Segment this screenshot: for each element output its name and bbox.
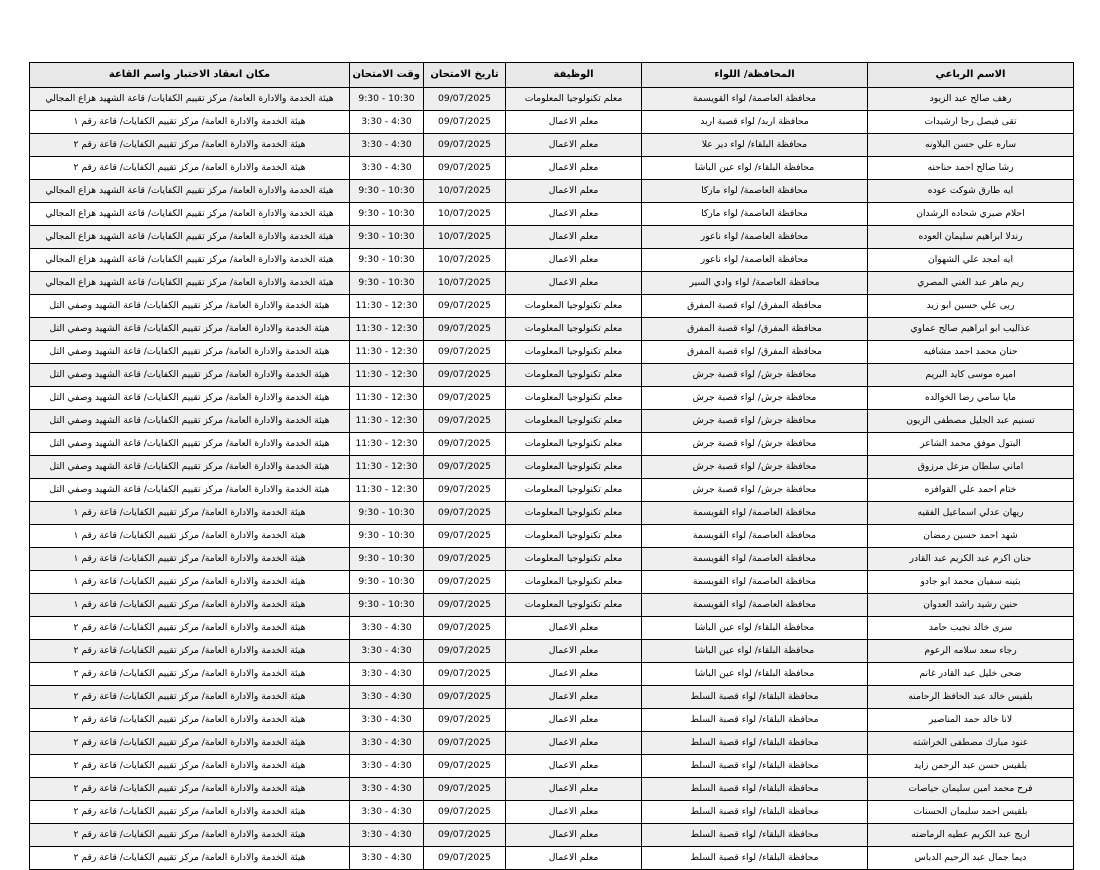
cell-place: هيئة الخدمة والادارة العامة/ مركز تقييم الكفايات/ قاعة رقم ١ (30, 594, 350, 617)
cell-place: هيئة الخدمة والادارة العامة/ مركز تقييم الكفايات/ قاعة الشهيد وصفي التل (30, 387, 350, 410)
cell-place: هيئة الخدمة والادارة العامة/ مركز تقييم الكفايات/ قاعة رقم ١ (30, 571, 350, 594)
cell-place: هيئة الخدمة والادارة العامة/ مركز تقييم الكفايات/ قاعة الشهيد هزاع المجالي (30, 226, 350, 249)
cell-governorate: محافظة العاصمة/ لواء القويسمة (642, 88, 868, 111)
cell-name: بثينه سفيان محمد ابو جادو (868, 571, 1074, 594)
cell-time: 11:30 - 12:30 (350, 341, 424, 364)
cell-time: 9:30 - 10:30 (350, 525, 424, 548)
cell-time: 3:30 - 4:30 (350, 663, 424, 686)
cell-place: هيئة الخدمة والادارة العامة/ مركز تقييم الكفايات/ قاعة رقم ١ (30, 111, 350, 134)
cell-job: معلم الاعمال (506, 847, 642, 870)
table-row (30, 295, 1074, 318)
cell-governorate: محافظة المفرق/ لواء قصبة المفرق (642, 318, 868, 341)
cell-date: 10/07/2025 (424, 180, 506, 203)
cell-name: ريم ماهر عبد الغني المصري (868, 272, 1074, 295)
cell-governorate: محافظة البلقاء/ لواء عين الباشا (642, 640, 868, 663)
cell-job: معلم تكنولوجيا المعلومات (506, 318, 642, 341)
cell-governorate: محافظة العاصمة/ لواء ماركا (642, 180, 868, 203)
cell-time: 9:30 - 10:30 (350, 502, 424, 525)
table-row (30, 663, 1074, 686)
cell-time: 3:30 - 4:30 (350, 755, 424, 778)
cell-date: 09/07/2025 (424, 134, 506, 157)
cell-place: هيئة الخدمة والادارة العامة/ مركز تقييم الكفايات/ قاعة الشهيد وصفي التل (30, 433, 350, 456)
cell-job: معلم تكنولوجيا المعلومات (506, 410, 642, 433)
cell-place: هيئة الخدمة والادارة العامة/ مركز تقييم الكفايات/ قاعة رقم ١ (30, 548, 350, 571)
cell-name: تسنيم عبد الجليل مصطفى الزيون (868, 410, 1074, 433)
table-row (30, 778, 1074, 801)
cell-name: اريج عبد الكريم عطيه الرماضنه (868, 824, 1074, 847)
cell-name: اماني سلطان مزعل مرزوق (868, 456, 1074, 479)
table-row (30, 134, 1074, 157)
cell-job: معلم تكنولوجيا المعلومات (506, 502, 642, 525)
table-row (30, 755, 1074, 778)
cell-date: 09/07/2025 (424, 111, 506, 134)
cell-date: 09/07/2025 (424, 157, 506, 180)
cell-job: معلم تكنولوجيا المعلومات (506, 594, 642, 617)
table-row (30, 732, 1074, 755)
cell-governorate: محافظة جرش/ لواء قصبة جرش (642, 456, 868, 479)
cell-name: رندلا ابراهيم سليمان العوده (868, 226, 1074, 249)
cell-governorate: محافظة البلقاء/ لواء قصبة السلط (642, 709, 868, 732)
table-row (30, 203, 1074, 226)
table-row (30, 686, 1074, 709)
cell-place: هيئة الخدمة والادارة العامة/ مركز تقييم الكفايات/ قاعة رقم ٢ (30, 663, 350, 686)
table-row (30, 364, 1074, 387)
cell-date: 09/07/2025 (424, 387, 506, 410)
cell-time: 3:30 - 4:30 (350, 801, 424, 824)
cell-governorate: محافظة المفرق/ لواء قصبة المفرق (642, 295, 868, 318)
cell-date: 09/07/2025 (424, 571, 506, 594)
cell-place: هيئة الخدمة والادارة العامة/ مركز تقييم الكفايات/ قاعة الشهيد وصفي التل (30, 479, 350, 502)
cell-place: هيئة الخدمة والادارة العامة/ مركز تقييم الكفايات/ قاعة الشهيد هزاع المجالي (30, 88, 350, 111)
column-header-time: وقت الامتحان (350, 63, 424, 88)
cell-name: رجاء سعد سلامه الرعوم (868, 640, 1074, 663)
cell-place: هيئة الخدمة والادارة العامة/ مركز تقييم الكفايات/ قاعة الشهيد هزاع المجالي (30, 249, 350, 272)
cell-date: 09/07/2025 (424, 594, 506, 617)
cell-date: 09/07/2025 (424, 341, 506, 364)
cell-place: هيئة الخدمة والادارة العامة/ مركز تقييم الكفايات/ قاعة الشهيد وصفي التل (30, 341, 350, 364)
cell-name: رشا صالح احمد حناحنه (868, 157, 1074, 180)
exam-schedule-table (29, 62, 1074, 870)
cell-job: معلم تكنولوجيا المعلومات (506, 364, 642, 387)
cell-job: معلم الاعمال (506, 134, 642, 157)
cell-name: ايه امجد علي الشهوان (868, 249, 1074, 272)
table-row (30, 479, 1074, 502)
table-row (30, 847, 1074, 870)
cell-job: معلم تكنولوجيا المعلومات (506, 571, 642, 594)
cell-place: هيئة الخدمة والادارة العامة/ مركز تقييم الكفايات/ قاعة رقم ٢ (30, 824, 350, 847)
cell-governorate: محافظة جرش/ لواء قصبة جرش (642, 387, 868, 410)
cell-governorate: محافظة جرش/ لواء قصبة جرش (642, 433, 868, 456)
cell-governorate: محافظة العاصمة/ لواء وادي السير (642, 272, 868, 295)
cell-name: لانا خالد حمد المناصير (868, 709, 1074, 732)
cell-time: 3:30 - 4:30 (350, 134, 424, 157)
cell-job: معلم الاعمال (506, 778, 642, 801)
cell-job: معلم الاعمال (506, 180, 642, 203)
cell-governorate: محافظة البلقاء/ لواء قصبة السلط (642, 778, 868, 801)
cell-name: حنان محمد احمد مشافيه (868, 341, 1074, 364)
cell-time: 11:30 - 12:30 (350, 387, 424, 410)
cell-governorate: محافظة البلقاء/ لواء عين الباشا (642, 617, 868, 640)
cell-job: معلم تكنولوجيا المعلومات (506, 88, 642, 111)
cell-job: معلم تكنولوجيا المعلومات (506, 295, 642, 318)
table-row (30, 548, 1074, 571)
cell-job: معلم الاعمال (506, 824, 642, 847)
cell-governorate: محافظة العاصمة/ لواء القويسمة (642, 502, 868, 525)
cell-governorate: محافظة البلقاء/ لواء عين الباشا (642, 157, 868, 180)
cell-place: هيئة الخدمة والادارة العامة/ مركز تقييم الكفايات/ قاعة رقم ١ (30, 525, 350, 548)
cell-place: هيئة الخدمة والادارة العامة/ مركز تقييم الكفايات/ قاعة الشهيد هزاع المجالي (30, 203, 350, 226)
cell-job: معلم تكنولوجيا المعلومات (506, 525, 642, 548)
cell-name: ضحى خليل عبد القادر غانم (868, 663, 1074, 686)
cell-place: هيئة الخدمة والادارة العامة/ مركز تقييم الكفايات/ قاعة الشهيد وصفي التل (30, 410, 350, 433)
table-row (30, 571, 1074, 594)
cell-time: 3:30 - 4:30 (350, 111, 424, 134)
cell-time: 9:30 - 10:30 (350, 249, 424, 272)
cell-place: هيئة الخدمة والادارة العامة/ مركز تقييم الكفايات/ قاعة الشهيد هزاع المجالي (30, 272, 350, 295)
cell-time: 9:30 - 10:30 (350, 226, 424, 249)
cell-job: معلم الاعمال (506, 686, 642, 709)
table-body (30, 88, 1074, 870)
cell-place: هيئة الخدمة والادارة العامة/ مركز تقييم الكفايات/ قاعة رقم ١ (30, 502, 350, 525)
cell-governorate: محافظة العاصمة/ لواء ماركا (642, 203, 868, 226)
cell-job: معلم تكنولوجيا المعلومات (506, 479, 642, 502)
cell-governorate: محافظة جرش/ لواء قصبة جرش (642, 364, 868, 387)
table-row (30, 157, 1074, 180)
cell-date: 10/07/2025 (424, 272, 506, 295)
table-row (30, 341, 1074, 364)
cell-name: بلقيس حسن عبد الرحمن زايد (868, 755, 1074, 778)
table-row (30, 640, 1074, 663)
cell-governorate: محافظة جرش/ لواء قصبة جرش (642, 410, 868, 433)
cell-date: 09/07/2025 (424, 295, 506, 318)
cell-place: هيئة الخدمة والادارة العامة/ مركز تقييم الكفايات/ قاعة الشهيد هزاع المجالي (30, 180, 350, 203)
cell-date: 09/07/2025 (424, 824, 506, 847)
cell-date: 10/07/2025 (424, 226, 506, 249)
table-row (30, 456, 1074, 479)
column-header-place: مكان انعقاد الاختبار واسم القاعة (30, 63, 350, 88)
table-header-row (30, 63, 1074, 88)
cell-job: معلم الاعمال (506, 249, 642, 272)
cell-place: هيئة الخدمة والادارة العامة/ مركز تقييم الكفايات/ قاعة رقم ٢ (30, 640, 350, 663)
cell-time: 11:30 - 12:30 (350, 456, 424, 479)
cell-name: حنين رشيد راشد العدوان (868, 594, 1074, 617)
cell-name: سرى خالد نجيب حامد (868, 617, 1074, 640)
cell-time: 11:30 - 12:30 (350, 410, 424, 433)
cell-place: هيئة الخدمة والادارة العامة/ مركز تقييم الكفايات/ قاعة الشهيد وصفي التل (30, 318, 350, 341)
cell-place: هيئة الخدمة والادارة العامة/ مركز تقييم الكفايات/ قاعة رقم ٢ (30, 801, 350, 824)
table-row (30, 525, 1074, 548)
cell-job: معلم الاعمال (506, 226, 642, 249)
cell-job: معلم الاعمال (506, 732, 642, 755)
table-row (30, 180, 1074, 203)
table-row (30, 502, 1074, 525)
cell-time: 3:30 - 4:30 (350, 686, 424, 709)
table-row (30, 272, 1074, 295)
cell-date: 09/07/2025 (424, 548, 506, 571)
cell-governorate: محافظة البلقاء/ لواء قصبة السلط (642, 686, 868, 709)
cell-job: معلم الاعمال (506, 755, 642, 778)
cell-governorate: محافظة البلقاء/ لواء دير علا (642, 134, 868, 157)
cell-job: معلم الاعمال (506, 663, 642, 686)
cell-place: هيئة الخدمة والادارة العامة/ مركز تقييم الكفايات/ قاعة الشهيد وصفي التل (30, 364, 350, 387)
cell-name: مايا سامي رضا الخوالده (868, 387, 1074, 410)
cell-time: 3:30 - 4:30 (350, 778, 424, 801)
cell-time: 3:30 - 4:30 (350, 847, 424, 870)
cell-time: 11:30 - 12:30 (350, 295, 424, 318)
cell-date: 09/07/2025 (424, 847, 506, 870)
cell-time: 9:30 - 10:30 (350, 548, 424, 571)
cell-time: 3:30 - 4:30 (350, 617, 424, 640)
cell-time: 3:30 - 4:30 (350, 640, 424, 663)
cell-governorate: محافظة البلقاء/ لواء عين الباشا (642, 663, 868, 686)
cell-governorate: محافظة جرش/ لواء قصبة جرش (642, 479, 868, 502)
cell-job: معلم الاعمال (506, 157, 642, 180)
cell-place: هيئة الخدمة والادارة العامة/ مركز تقييم الكفايات/ قاعة رقم ٢ (30, 134, 350, 157)
cell-name: ربى علي حسين ابو زيد (868, 295, 1074, 318)
cell-place: هيئة الخدمة والادارة العامة/ مركز تقييم الكفايات/ قاعة رقم ٢ (30, 847, 350, 870)
cell-time: 9:30 - 10:30 (350, 180, 424, 203)
cell-time: 11:30 - 12:30 (350, 318, 424, 341)
cell-date: 09/07/2025 (424, 617, 506, 640)
cell-governorate: محافظة اربد/ لواء قصبة اربد (642, 111, 868, 134)
cell-date: 09/07/2025 (424, 456, 506, 479)
cell-job: معلم تكنولوجيا المعلومات (506, 433, 642, 456)
exam-schedule-table-wrapper (30, 62, 1074, 870)
cell-date: 09/07/2025 (424, 755, 506, 778)
cell-name: ختام احمد علي القوافزه (868, 479, 1074, 502)
cell-governorate: محافظة العاصمة/ لواء القويسمة (642, 571, 868, 594)
cell-name: عنود مبارك مصطفى الخراشته (868, 732, 1074, 755)
cell-date: 09/07/2025 (424, 663, 506, 686)
cell-governorate: محافظة العاصمة/ لواء ناعور (642, 226, 868, 249)
column-header-name: الاسم الرباعي (868, 63, 1074, 88)
cell-place: هيئة الخدمة والادارة العامة/ مركز تقييم الكفايات/ قاعة رقم ٢ (30, 617, 350, 640)
cell-governorate: محافظة العاصمة/ لواء القويسمة (642, 525, 868, 548)
cell-date: 09/07/2025 (424, 364, 506, 387)
table-row (30, 709, 1074, 732)
cell-governorate: محافظة البلقاء/ لواء قصبة السلط (642, 801, 868, 824)
cell-name: اميره موسى كايد البريم (868, 364, 1074, 387)
table-row (30, 387, 1074, 410)
cell-governorate: محافظة العاصمة/ لواء القويسمة (642, 594, 868, 617)
cell-name: ديما جمال عبد الرحيم الدباس (868, 847, 1074, 870)
cell-time: 9:30 - 10:30 (350, 594, 424, 617)
cell-time: 3:30 - 4:30 (350, 824, 424, 847)
table-row (30, 318, 1074, 341)
cell-name: شهد احمد حسين رمضان (868, 525, 1074, 548)
cell-governorate: محافظة البلقاء/ لواء قصبة السلط (642, 824, 868, 847)
table-row (30, 824, 1074, 847)
cell-job: معلم الاعمال (506, 640, 642, 663)
cell-name: فرح محمد امين سليمان حياصات (868, 778, 1074, 801)
cell-job: معلم الاعمال (506, 617, 642, 640)
cell-date: 09/07/2025 (424, 640, 506, 663)
table-row (30, 433, 1074, 456)
cell-time: 9:30 - 10:30 (350, 88, 424, 111)
cell-place: هيئة الخدمة والادارة العامة/ مركز تقييم الكفايات/ قاعة الشهيد وصفي التل (30, 295, 350, 318)
cell-name: حنان اكرم عبد الكريم عبد القادر (868, 548, 1074, 571)
column-header-job: الوظيفة (506, 63, 642, 88)
cell-name: ريهان عدلي اسماعيل الفقيه (868, 502, 1074, 525)
cell-place: هيئة الخدمة والادارة العامة/ مركز تقييم الكفايات/ قاعة رقم ٢ (30, 755, 350, 778)
cell-date: 10/07/2025 (424, 203, 506, 226)
cell-name: احلام صبري شحاده الرشدان (868, 203, 1074, 226)
cell-job: معلم الاعمال (506, 272, 642, 295)
cell-date: 09/07/2025 (424, 410, 506, 433)
cell-name: بلقيس احمد سليمان الحسنات (868, 801, 1074, 824)
cell-time: 9:30 - 10:30 (350, 272, 424, 295)
cell-job: معلم تكنولوجيا المعلومات (506, 341, 642, 364)
cell-name: عذاليب ابو ابراهيم صالح عماوي (868, 318, 1074, 341)
cell-date: 09/07/2025 (424, 502, 506, 525)
cell-job: معلم تكنولوجيا المعلومات (506, 548, 642, 571)
cell-job: معلم تكنولوجيا المعلومات (506, 387, 642, 410)
cell-date: 09/07/2025 (424, 732, 506, 755)
cell-date: 09/07/2025 (424, 525, 506, 548)
cell-name: ايه طارق شوكت عوده (868, 180, 1074, 203)
table-row (30, 617, 1074, 640)
cell-date: 09/07/2025 (424, 801, 506, 824)
cell-date: 09/07/2025 (424, 686, 506, 709)
cell-governorate: محافظة البلقاء/ لواء قصبة السلط (642, 755, 868, 778)
cell-time: 11:30 - 12:30 (350, 479, 424, 502)
cell-date: 09/07/2025 (424, 709, 506, 732)
cell-date: 09/07/2025 (424, 88, 506, 111)
cell-governorate: محافظة العاصمة/ لواء القويسمة (642, 548, 868, 571)
cell-name: بلقيس خالد عبد الحافظ الرحامنه (868, 686, 1074, 709)
table-row (30, 226, 1074, 249)
cell-place: هيئة الخدمة والادارة العامة/ مركز تقييم الكفايات/ قاعة رقم ٢ (30, 732, 350, 755)
cell-name: البتول موفق محمد الشاعر (868, 433, 1074, 456)
cell-governorate: محافظة العاصمة/ لواء ناعور (642, 249, 868, 272)
table-row (30, 594, 1074, 617)
table-row (30, 111, 1074, 134)
cell-name: ساره علي حسن البلاونه (868, 134, 1074, 157)
cell-time: 11:30 - 12:30 (350, 364, 424, 387)
cell-job: معلم الاعمال (506, 709, 642, 732)
table-row (30, 801, 1074, 824)
cell-time: 3:30 - 4:30 (350, 709, 424, 732)
cell-time: 9:30 - 10:30 (350, 571, 424, 594)
cell-place: هيئة الخدمة والادارة العامة/ مركز تقييم الكفايات/ قاعة الشهيد وصفي التل (30, 456, 350, 479)
cell-time: 11:30 - 12:30 (350, 433, 424, 456)
column-header-date: تاريخ الامتحان (424, 63, 506, 88)
cell-date: 09/07/2025 (424, 318, 506, 341)
table-header (30, 63, 1074, 88)
cell-name: تقى فيصل رجا ارشيدات (868, 111, 1074, 134)
cell-governorate: محافظة البلقاء/ لواء قصبة السلط (642, 847, 868, 870)
cell-date: 09/07/2025 (424, 778, 506, 801)
cell-job: معلم الاعمال (506, 801, 642, 824)
cell-job: معلم تكنولوجيا المعلومات (506, 456, 642, 479)
column-header-governorate: المحافظة/ اللواء (642, 63, 868, 88)
cell-place: هيئة الخدمة والادارة العامة/ مركز تقييم الكفايات/ قاعة رقم ٢ (30, 686, 350, 709)
cell-job: معلم الاعمال (506, 203, 642, 226)
cell-place: هيئة الخدمة والادارة العامة/ مركز تقييم الكفايات/ قاعة رقم ٢ (30, 778, 350, 801)
cell-time: 3:30 - 4:30 (350, 732, 424, 755)
table-row (30, 249, 1074, 272)
cell-job: معلم الاعمال (506, 111, 642, 134)
table-row (30, 88, 1074, 111)
table-row (30, 410, 1074, 433)
cell-date: 09/07/2025 (424, 479, 506, 502)
cell-date: 09/07/2025 (424, 433, 506, 456)
cell-name: رهف صالح عبد الزيود (868, 88, 1074, 111)
cell-time: 9:30 - 10:30 (350, 203, 424, 226)
cell-time: 3:30 - 4:30 (350, 157, 424, 180)
cell-governorate: محافظة المفرق/ لواء قصبة المفرق (642, 341, 868, 364)
cell-date: 10/07/2025 (424, 249, 506, 272)
cell-place: هيئة الخدمة والادارة العامة/ مركز تقييم الكفايات/ قاعة رقم ٢ (30, 709, 350, 732)
cell-place: هيئة الخدمة والادارة العامة/ مركز تقييم الكفايات/ قاعة رقم ٢ (30, 157, 350, 180)
cell-governorate: محافظة البلقاء/ لواء قصبة السلط (642, 732, 868, 755)
